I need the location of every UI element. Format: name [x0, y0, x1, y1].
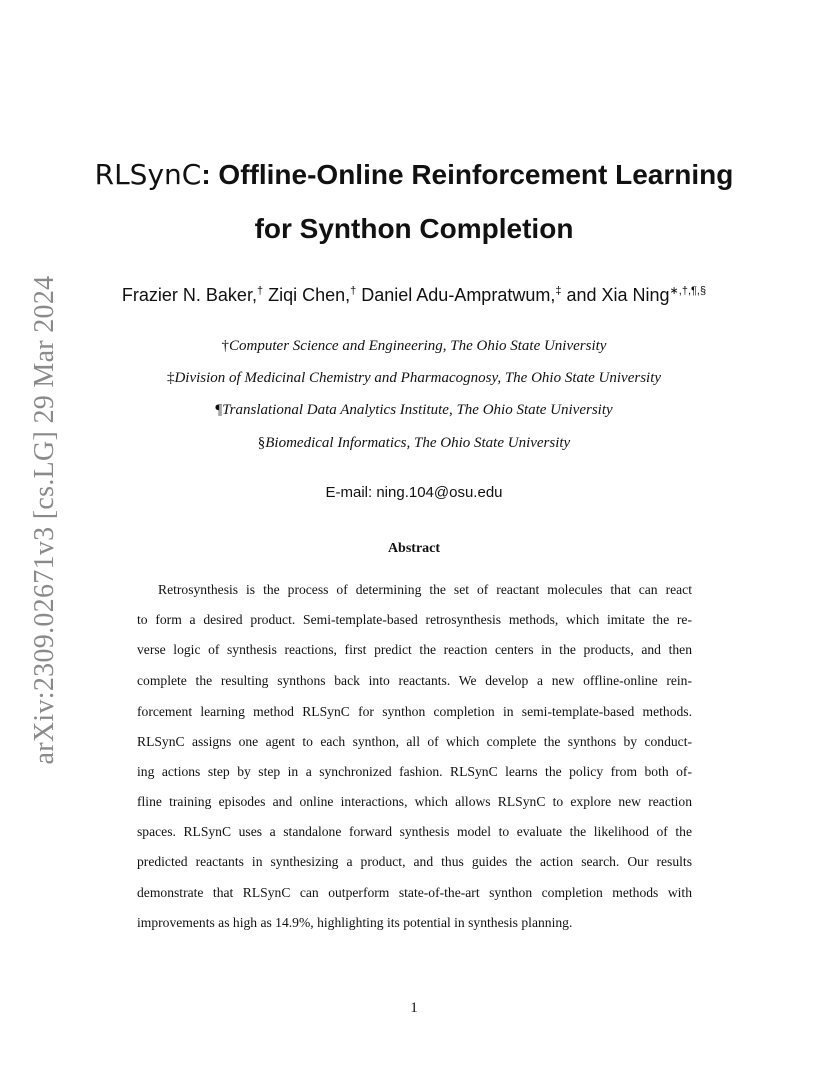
author-adu-ampratwum: Daniel Adu-Ampratwum,	[356, 285, 556, 305]
abstract-line: complete the resulting synthons back into reactants. We develop a new offline-online rein-	[137, 673, 692, 688]
system-name: RLSynC	[94, 158, 202, 191]
author-baker: Frazier N. Baker,	[121, 285, 257, 305]
affiliation-2	[0, 370, 828, 387]
paper-title-line2: for Synthon Completion	[254, 213, 574, 244]
author-ning: and Xia Ning	[561, 285, 670, 305]
paper-title-line1	[0, 158, 828, 191]
abstract-line: predicted reactants in synthesizing a product, and thus guides the action search. Our results	[137, 854, 692, 869]
abstract-line: Retrosynthesis is the process of determining the set of reactant molecules that can react	[158, 582, 692, 597]
abstract-line: spaces. RLSynC uses a standalone forward synthesis model to evaluate the likelihood of the	[137, 824, 692, 839]
affiliation-text: Translational Data Analytics Institute, The Ohio State University	[222, 402, 613, 418]
affiliation-text: Computer Science and Engineering, The Ohio State University	[229, 338, 607, 354]
abstract-line: forcement learning method RLSynC for synthon completion in semi-template-based methods.	[137, 704, 692, 719]
affiliation-symbol: ¶	[215, 402, 223, 418]
affiliation-3	[0, 402, 828, 419]
affiliation-symbol: §	[257, 435, 266, 451]
affiliation-text: Biomedical Informatics, The Ohio State University	[265, 435, 571, 451]
arxiv-stamp: arXiv:2309.02671v3 [cs.LG] 29 Mar 2024	[29, 275, 60, 765]
author-chen: Ziqi Chen,	[263, 285, 351, 305]
author-baker-mark: †	[256, 285, 264, 297]
affiliation-1	[0, 338, 828, 355]
abstract-line: improvements as high as 14.9%, highlighting its potential in synthesis planning.	[137, 915, 573, 930]
title-rest: : Offline-Online Reinforcement Learning	[201, 159, 734, 190]
author-adu-ampratwum-mark: ‡	[555, 285, 562, 297]
affiliation-4	[0, 435, 828, 452]
abstract-heading: Abstract	[387, 541, 441, 556]
affiliation-symbol: ‡	[166, 370, 175, 386]
abstract-line: verse logic of synthesis reactions, first predict the reaction centers in the products, and then	[137, 642, 692, 657]
author-chen-mark: †	[350, 285, 357, 297]
abstract-line: to form a desired product. Semi-template-based retrosynthesis methods, which imitate the re-	[137, 612, 692, 627]
page-number: 1	[410, 1000, 418, 1016]
affiliation-text: Division of Medicinal Chemistry and Pharmacognosy, The Ohio State University	[174, 370, 662, 386]
abstract-line: fline training episodes and online interactions, which allows RLSynC to explore new reaction	[137, 794, 692, 809]
abstract-line: demonstrate that RLSynC can outperform state-of-the-art synthon completion methods with	[137, 885, 692, 900]
author-ning-mark: ∗,†,¶,§	[669, 285, 707, 297]
contact-email[interactable]: E-mail: ning.104@osu.edu	[325, 484, 503, 501]
abstract-line: RLSynC assigns one agent to each synthon, all of which complete the synthons by conduct-	[137, 734, 692, 749]
abstract-line: ing actions step by step in a synchronized fashion. RLSynC learns the policy from both of-	[137, 764, 692, 779]
author-list	[0, 284, 828, 306]
affiliation-symbol: †	[221, 338, 230, 354]
